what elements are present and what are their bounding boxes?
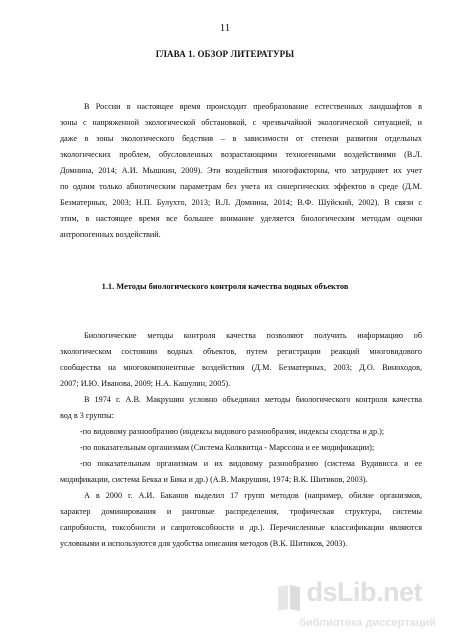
text-line: даже в зоны экологического бедствия – в зависимости от степени развития отдельных xyxy=(60,134,422,143)
text-line: экологическом состоянии водных объектов, путем регистрации реакций многовидового xyxy=(60,347,422,356)
section-title: 1.1. Методы биологического контроля качества водных объектов xyxy=(101,282,349,291)
text-line: А в 2000 г. А.И. Баканов выделил 17 групп методов (например, обилие организмов, xyxy=(84,491,422,500)
intro-paragraph xyxy=(60,99,422,243)
text-line: сапробности, токсобности и сапротоксобности и др.). Перечисленные классификации являются xyxy=(60,523,422,532)
text-line: по одним только абиотическим параметрам без учета их синергических эффектов в среде (Д.М. xyxy=(60,182,422,191)
text-line: В 1974 г. А.В. Макрушин условно объединил методы биологического контроля качества xyxy=(84,395,422,404)
page-number: 11 xyxy=(219,22,231,34)
text-line: зоны с напряженной экологической обстановкой, с чрезвычайной экологической ситуацией, и xyxy=(60,118,422,127)
book-icon xyxy=(276,583,302,613)
text-line: 2007; И.Ю. Иванова, 2009; Н.А. Кашулин, 2005). xyxy=(60,379,231,388)
text-line: вод в 3 группы: xyxy=(60,411,114,420)
body-paragraphs xyxy=(60,328,422,552)
list-item: -по показательным организмам (Система Колквитца - Марссона и ее модификации); xyxy=(80,443,375,452)
text-line: модификации, система Бекка и Бика и др.) (А.В. Макрушин, 1974; В.К. Шитиков, 2003). xyxy=(60,475,368,484)
text-line: В России в настоящее время происходит преобразование естественных ландшафтов в xyxy=(84,102,422,111)
text-line: экологических проблем, обусловленных возрастающими техногенными воздействиями (В.Л. xyxy=(60,150,422,159)
text-line: антропогенных воздействий. xyxy=(60,230,161,239)
watermark xyxy=(276,577,436,629)
chapter-title: ГЛАВА 1. ОБЗОР ЛИТЕРАТУРЫ xyxy=(155,49,295,59)
watermark-caption: библиотека диссертаций xyxy=(299,617,436,629)
text-line: Домнина, 2014; А.И. Мышкин, 2009). Эти воздействия многофакторны, что затрудняет их учет xyxy=(60,166,422,175)
text-line: этим, в настоящее время все большее внимание уделяется биологическим методам оценки xyxy=(60,214,422,223)
list-item: -по показательным организмам и их видовому разнообразию (система Вудивисса и ее xyxy=(80,459,422,468)
text-line: Безматерных, 2003; Н.П. Булухто, 2013; В.Л. Домнина, 2014; В.Ф. Шуйский, 2002). В связи с xyxy=(60,198,422,207)
text-line: условными и используются для удобства описания методов (В.К. Шитиков, 2003). xyxy=(60,539,348,548)
text-line: характер доминирования и ранговые распределения, трофическая структура, системы xyxy=(60,507,422,516)
text-line: сообщества на многокомпонентные воздействия (Д.М. Безматерных, 2003; Д.О. Виноходов, xyxy=(60,363,422,372)
list-item: -по видовому разнообразию (индексы видового разнообразия, индексы сходства и др.); xyxy=(80,427,385,436)
watermark-brand: dsLib.net xyxy=(306,577,422,607)
text-line: Биологические методы контроля качества позволяют получить информацию об xyxy=(84,331,422,340)
